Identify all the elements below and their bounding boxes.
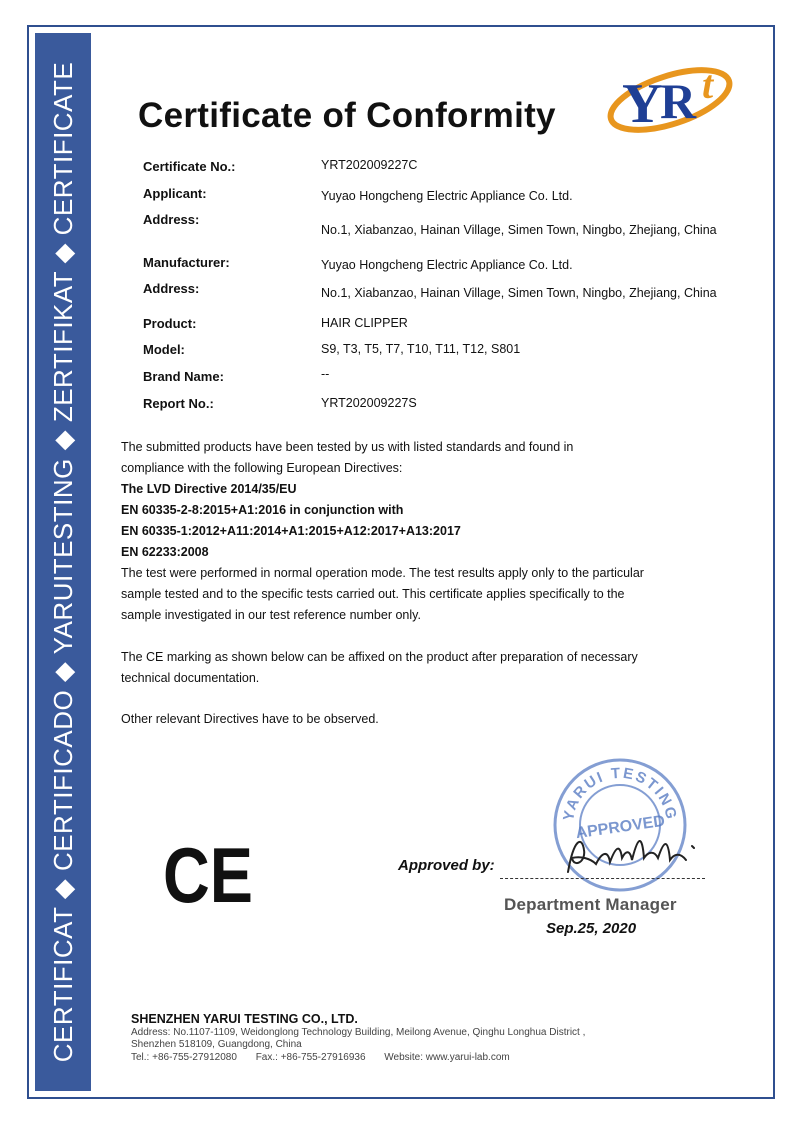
- logo-letter-t: t: [702, 62, 714, 107]
- footer-company: SHENZHEN YARUI TESTING CO., LTD.: [131, 1012, 358, 1026]
- field-value-certificate-no: YRT202009227C: [321, 158, 418, 172]
- footer-website: Website: www.yarui-lab.com: [384, 1052, 510, 1063]
- test-statement-line: sample tested and to the specific tests carried out. This certificate applies specifically to the: [121, 587, 625, 601]
- other-directives: Other relevant Directives have to be observed.: [121, 712, 379, 726]
- field-value-product: HAIR CLIPPER: [321, 316, 408, 330]
- field-label-certificate-no: Certificate No.:: [143, 159, 236, 174]
- field-label-product: Product:: [143, 316, 197, 331]
- ce-mark-text: CE: [163, 831, 253, 919]
- footer-contact: [131, 1052, 526, 1063]
- standard-line: EN 60335-1:2012+A11:2014+A1:2015+A12:2017+A13:2017: [121, 524, 461, 538]
- footer-fax: Fax.: +86-755-27916936: [255, 1052, 366, 1063]
- field-label-brand-name: Brand Name:: [143, 369, 224, 384]
- yrt-logo: [598, 52, 748, 142]
- signature-icon: [560, 828, 710, 882]
- sidebar-text: CERTIFICAT ◆ CERTIFICADO ◆ YARUITESTING ◆ ZERTIFIKAT ◆ CERTIFICATE: [48, 61, 78, 1063]
- logo-letter-y: Y: [622, 73, 663, 135]
- approval-date: Sep.25, 2020: [546, 920, 637, 937]
- ce-statement-line: technical documentation.: [121, 671, 260, 685]
- field-label-manufacturer: Manufacturer:: [143, 255, 230, 270]
- field-value-model: S9, T3, T5, T7, T10, T11, T12, S801: [321, 342, 521, 356]
- ce-statement-line: The CE marking as shown below can be affixed on the product after preparation of necessary: [121, 650, 638, 664]
- approved-by-label: Approved by:: [398, 857, 495, 874]
- footer-tel: Tel.: +86-755-27912080: [131, 1052, 237, 1063]
- footer-address-line: Shenzhen 518109, Guangdong, China: [131, 1039, 302, 1050]
- page-title: Certificate of Conformity: [138, 96, 556, 135]
- field-value-manufacturer: Yuyao Hongcheng Electric Appliance Co. Ltd.: [321, 258, 573, 272]
- field-label-manufacturer-address: Address:: [143, 281, 200, 296]
- stamp-ring-text: YARUI TESTING: [560, 764, 681, 823]
- directive-line: The LVD Directive 2014/35/EU: [121, 482, 297, 496]
- test-statement-line: The test were performed in normal operation mode. The test results apply only to the particular: [121, 566, 644, 580]
- statement-block: [121, 437, 721, 626]
- field-label-report-no: Report No.:: [143, 396, 214, 411]
- field-value-applicant: Yuyao Hongcheng Electric Appliance Co. Ltd.: [321, 189, 573, 203]
- approver-title: Department Manager: [504, 895, 677, 914]
- ce-mark-icon: [163, 831, 255, 919]
- standard-line: EN 62233:2008: [121, 545, 209, 559]
- field-label-model: Model:: [143, 342, 185, 357]
- stamp-center-text: APPROVED: [574, 812, 666, 843]
- test-statement-line: sample investigated in our test reference number only.: [121, 608, 421, 622]
- sidebar-banner: [35, 33, 91, 1091]
- footer-address-line: Address: No.1107-1109, Weidonglong Technology Building, Meilong Avenue, Qinghu Longhua District ,: [131, 1027, 586, 1038]
- signature-line: [500, 878, 705, 879]
- statement-line: The submitted products have been tested by us with listed standards and found in: [121, 440, 574, 454]
- ce-statement: [121, 647, 721, 689]
- field-value-brand-name: --: [321, 367, 330, 381]
- field-value-manufacturer-address: No.1, Xiabanzao, Hainan Village, Simen Town, Ningbo, Zhejiang, China: [321, 286, 717, 300]
- statement-line: compliance with the following European Directives:: [121, 461, 403, 475]
- logo-letter-r: R: [660, 73, 697, 129]
- field-value-report-no: YRT202009227S: [321, 396, 417, 410]
- field-label-applicant: Applicant:: [143, 186, 207, 201]
- standard-line: EN 60335-2-8:2015+A1:2016 in conjunction with: [121, 503, 404, 517]
- field-value-applicant-address: No.1, Xiabanzao, Hainan Village, Simen Town, Ningbo, Zhejiang, China: [321, 223, 717, 237]
- field-label-applicant-address: Address:: [143, 212, 200, 227]
